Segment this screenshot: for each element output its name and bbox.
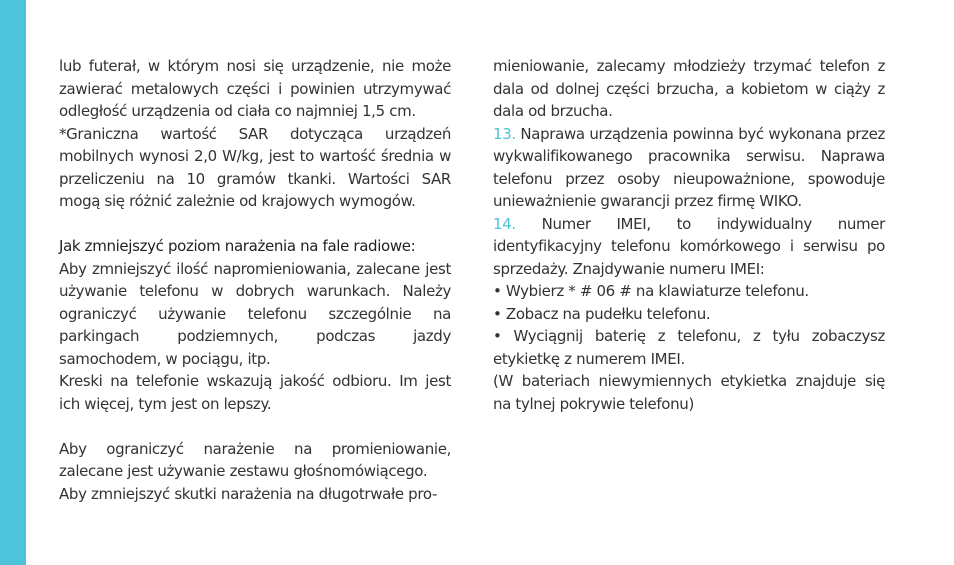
item-number-13: 13. xyxy=(493,124,516,143)
paragraph-note: (W bateriach niewymiennych etykietka znajduje się na tylnej pokrywie telefonu) xyxy=(493,372,885,413)
paragraph-gap xyxy=(59,213,451,236)
list-item-13 xyxy=(493,123,885,213)
paragraph-gap xyxy=(59,415,451,438)
accent-side-bar xyxy=(0,0,26,565)
bullet-item-box: • Zobacz na pudełku telefonu. xyxy=(493,304,711,323)
section-heading: Jak zmniejszyć poziom narażenia na fale radiowe: xyxy=(59,237,416,255)
list-item-14 xyxy=(493,213,885,281)
bullet-item-battery: • Wyciągnij baterię z telefonu, z tyłu zobaczysz etykietkę z numerem IMEI. xyxy=(493,327,885,368)
paragraph-youth-pregnancy: mieniowanie, zalecamy młodzieży trzymać telefon z dala od dolnej części brzucha, a kobietom w ciąży z dala od brzucha. xyxy=(493,57,885,120)
bullet-item-dial-code: • Wybierz * # 06 # na klawiaturze telefonu. xyxy=(493,282,809,300)
item-number-14: 14. xyxy=(493,214,516,233)
left-column xyxy=(59,55,451,505)
paragraph-signal-bars: Kreski na telefonie wskazują jakość odbioru. Im jest ich więcej, tym jest on lepszy. xyxy=(59,372,451,413)
paragraph-case-info: lub futerał, w którym nosi się urządzenie, nie może zawierać metalowych części i powinien utrzymywać odległość urządzenia od ciała co najmniej 1,5 cm. xyxy=(59,57,451,120)
paragraph-reduce-radiation: Aby zmniejszyć ilość napromieniowania, zalecane jest używanie telefonu w dobrych warunkach. Należy ograniczyć używanie telefonu szczególnie na parkingach podziemnych, podczas jazdy samochodem, w pociągu, itp. xyxy=(59,259,451,368)
item-text-14: Numer IMEI, to indywidualny numer identyfikacyjny telefonu komórkowego i serwisu po sprzedaży. Znajdywanie numeru IMEI: xyxy=(493,214,885,278)
paragraph-sar-limit: *Graniczna wartość SAR dotycząca urządzeń mobilnych wynosi 2,0 W/kg, jest to wartość średnia w przeliczeniu na 10 gramów tkanki. Wartości SAR mogą się różnić zależnie od krajowych wymogów. xyxy=(59,124,451,210)
paragraph-long-term: Aby zmniejszyć skutki narażenia na długotrwałe pro- xyxy=(59,484,438,503)
item-text-13: Naprawa urządzenia powinna być wykonana przez wykwalifikowanego pracownika serwisu. Naprawa telefonu przez osoby nieupoważnione, spowoduje unieważnienie gwarancji przez firmę WIKO. xyxy=(493,124,885,210)
right-column xyxy=(493,55,885,415)
paragraph-handsfree: Aby ograniczyć narażenie na promieniowanie, zalecane jest używanie zestawu głośnomówiącego. xyxy=(59,439,451,480)
